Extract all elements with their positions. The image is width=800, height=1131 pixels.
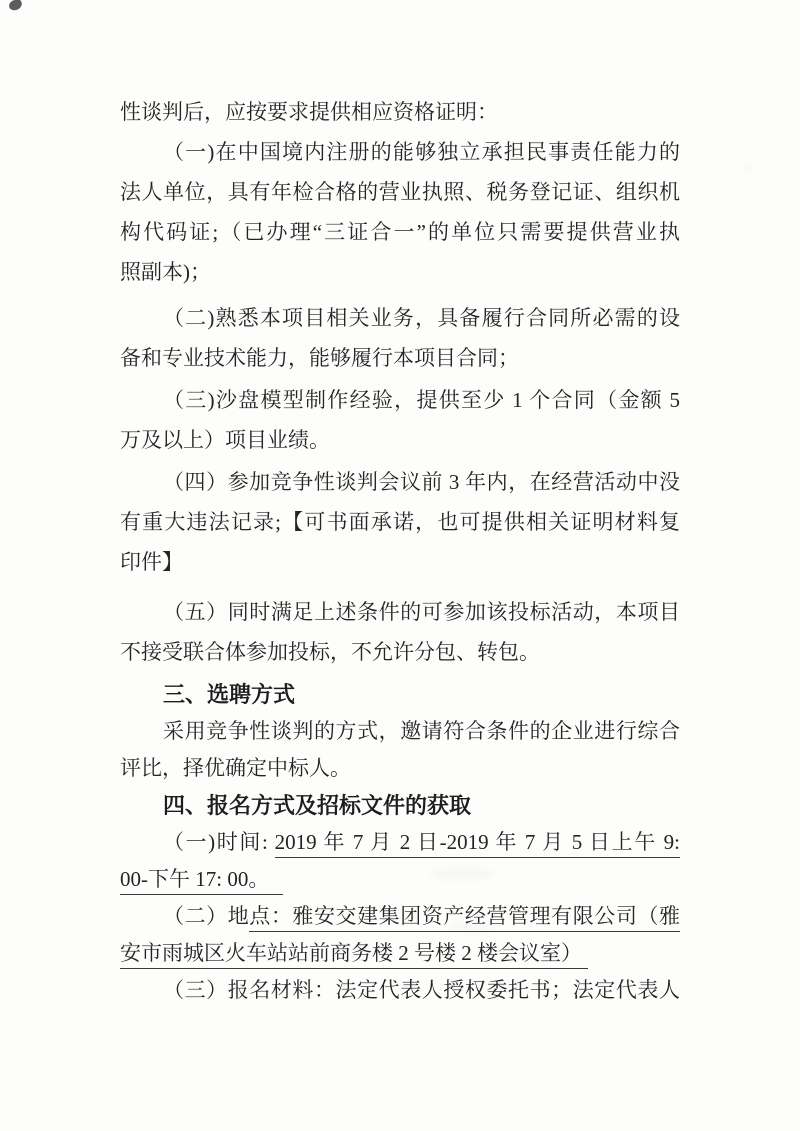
qualification-item-1-line-2: 法人单位，具有年检合格的营业执照、税务登记证、组织机 <box>120 180 680 204</box>
qualification-item-4-line-2: 有重大违法记录;【可书面承诺，也可提供相关证明材料复 <box>120 510 680 534</box>
intro-continuation-line: 性谈判后，应按要求提供相应资格证明： <box>120 100 498 124</box>
registration-location-value-underlined: 点：雅安交建集团资产经营管理有限公司（雅 <box>249 904 680 932</box>
section-4-heading: 四、报名方式及招标文件的获取 <box>163 793 472 818</box>
registration-time-label: （一)时间: <box>163 830 275 854</box>
registration-time-value-underlined-2: 00-下午 17: 00。 <box>120 867 283 895</box>
qualification-item-3-line-2: 万及以上）项目业绩。 <box>120 428 330 452</box>
registration-time-line-2 <box>120 861 680 898</box>
registration-location-label: （二）地 <box>163 904 250 928</box>
registration-materials-line: （三）报名材料：法定代表人授权委托书；法定代表人 <box>163 978 680 1002</box>
registration-time-line-1 <box>120 824 680 861</box>
registration-location-line-1 <box>120 898 680 935</box>
qualification-item-5-line-1: （五）同时满足上述条件的可参加该投标活动，本项目 <box>163 600 680 624</box>
qualification-item-1-line-1: （一)在中国境内注册的能够独立承担民事责任能力的 <box>163 140 680 164</box>
qualification-item-1-line-3: 构代码证;（已办理“三证合一”的单位只需要提供营业执 <box>120 220 680 244</box>
qualification-item-2-line-2: 备和专业技术能力，能够履行本项目合同； <box>120 346 519 370</box>
section-3-heading: 三、选聘方式 <box>163 682 296 707</box>
section-3-body-line-2: 评比，择优确定中标人。 <box>120 756 351 780</box>
qualification-item-5-line-2: 不接受联合体参加投标，不允许分包、转包。 <box>120 640 540 664</box>
registration-location-line-2 <box>120 935 680 972</box>
section-3-body-line-1: 采用竞争性谈判的方式，邀请符合条件的企业进行综合 <box>163 719 680 743</box>
qualification-item-4-line-3: 印件】 <box>120 550 183 574</box>
qualification-item-4-line-1: （四）参加竞争性谈判会议前 3 年内，在经营活动中没 <box>163 470 680 494</box>
qualification-item-1-line-4: 照副本)； <box>120 260 211 284</box>
qualification-item-3-line-1: （三)沙盘模型制作经验，提供至少 1 个合同（金额 5 <box>163 388 680 412</box>
scan-smudge <box>745 166 752 173</box>
registration-time-value-underlined: 2019 年 7 月 2 日-2019 年 7 月 5 日上午 9: <box>275 830 680 858</box>
registration-location-value-underlined-2: 安市雨城区火车站站前商务楼 2 号楼 2 楼会议室） <box>120 941 588 969</box>
document-body <box>120 92 680 1009</box>
qualification-item-2-line-1: （二)熟悉本项目相关业务，具备履行合同所必需的设 <box>163 306 680 330</box>
scan-artifact-corner <box>8 0 23 11</box>
